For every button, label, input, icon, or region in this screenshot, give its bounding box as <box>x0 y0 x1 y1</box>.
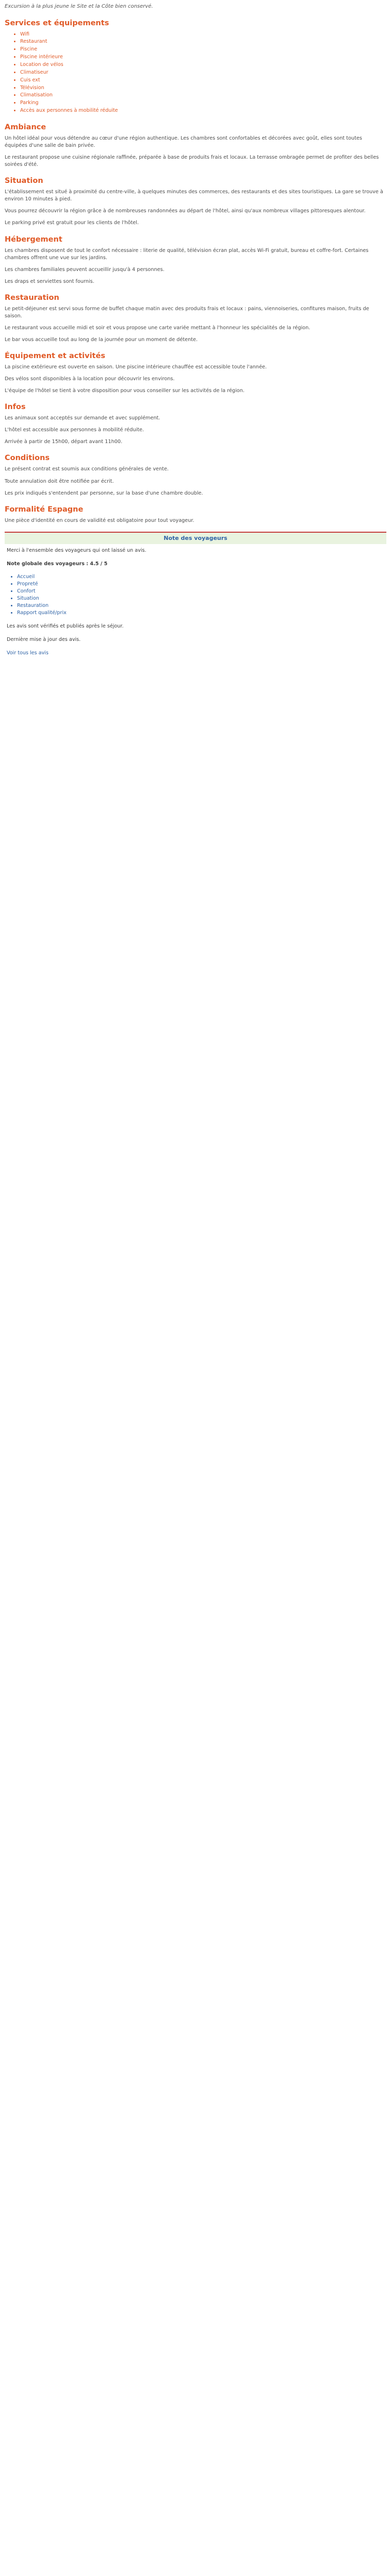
reviews-intro: Merci à l'ensemble des voyageurs qui ont laissé un avis. <box>7 547 146 553</box>
reviews-criteria-list <box>7 573 384 616</box>
reviews-note: Les avis sont vérifiés et publiés après le séjour. <box>7 623 124 629</box>
formalite-paragraph: Une pièce d'identité en cours de validité est obligatoire pour tout voyageur. <box>5 517 194 523</box>
restauration-paragraph: Le restaurant vous accueille midi et soir et vous propose une carte variée mettant à l'honneur les spécialités de la région. <box>5 325 311 331</box>
restauration-title: Restauration <box>5 293 59 302</box>
infos-title: Infos <box>5 403 26 412</box>
reviews-criterion: • Propreté <box>17 581 384 588</box>
restauration-paragraph: Le bar vous accueille tout au long de la journée pour un moment de détente. <box>5 336 198 343</box>
hebergement-title: Hébergement <box>5 235 62 244</box>
activites-paragraph: Des vélos sont disponibles à la location pour découvrir les environs. <box>5 376 175 382</box>
service-item: • Climatisation <box>20 92 386 99</box>
service-item: • Parking <box>20 99 386 107</box>
page <box>0 0 391 679</box>
service-item: • Restaurant <box>20 38 386 46</box>
reviews-criterion: • Situation <box>17 595 384 602</box>
ambiance-paragraph: Un hôtel idéal pour vous détendre au cœur d'une région authentique. Les chambres sont confortables et décorées avec goût, elles sont toutes équipées d'une salle de bain privée. <box>5 135 362 149</box>
reviews-update: Dernière mise à jour des avis. <box>7 636 81 642</box>
reviews-criterion: • Rapport qualité/prix <box>17 609 384 617</box>
service-item: • Wifi <box>20 31 386 39</box>
service-item: • Location de vélos <box>20 61 386 69</box>
service-item: • Piscine intérieure <box>20 54 386 61</box>
reviews-see-all-link[interactable]: Voir tous les avis <box>7 650 48 656</box>
activites-paragraph: La piscine extérieure est ouverte en saison. Une piscine intérieure chauffée est accessible toute l'année. <box>5 364 267 370</box>
ambiance-paragraph: Le restaurant propose une cuisine régionale raffinée, préparée à base de produits frais et locaux. La terrasse ombragée permet de profiter des belles soirées d'été. <box>5 155 379 168</box>
formalite-title: Formalité Espagne <box>5 505 84 514</box>
services-title: Services et équipements <box>5 19 109 27</box>
reviews-criterion: • Restauration <box>17 602 384 609</box>
service-item: • Accès aux personnes à mobilité réduite <box>20 107 386 115</box>
ambiance-title: Ambiance <box>5 123 46 131</box>
service-item: • Piscine <box>20 46 386 54</box>
service-item: • Télévision <box>20 84 386 92</box>
hebergement-paragraph: Les draps et serviettes sont fournis. <box>5 278 94 284</box>
infos-paragraph: Arrivée à partir de 15h00, départ avant 11h00. <box>5 439 123 445</box>
conditions-paragraph: Toute annulation doit être notifiée par écrit. <box>5 478 114 484</box>
conditions-paragraph: Les prix indiqués s'entendent par personne, sur la base d'une chambre double. <box>5 490 203 496</box>
reviews-criterion: • Confort <box>17 588 384 595</box>
situation-title: Situation <box>5 177 43 185</box>
restauration-paragraph: Le petit-déjeuner est servi sous forme de buffet chaque matin avec des produits frais et locaux : pains, viennoiseries, confitures maison, fruits de saison. <box>5 306 369 319</box>
infos-paragraph: Les animaux sont acceptés sur demande et avec supplément. <box>5 415 160 421</box>
reviews-box <box>5 532 386 657</box>
reviews-body <box>5 544 386 657</box>
intro-text: Excursion à la plus jeune le Site et la Côte bien conservé. <box>5 4 153 9</box>
activites-title: Équipement et activités <box>5 352 105 361</box>
situation-paragraph: Le parking privé est gratuit pour les clients de l'hôtel. <box>5 220 139 226</box>
infos-paragraph: L'hôtel est accessible aux personnes à mobilité réduite. <box>5 427 144 433</box>
services-list <box>5 31 386 115</box>
situation-paragraph: L'établissement est situé à proximité du centre-ville, à quelques minutes des commerces, des restaurants et des sites touristiques. La gare se trouve à environ 10 minutes à pied. <box>5 189 383 202</box>
conditions-title: Conditions <box>5 454 50 463</box>
service-item: • Climatiseur <box>20 69 386 77</box>
reviews-header: Note des voyageurs <box>5 533 386 544</box>
reviews-score: Note globale des voyageurs : 4.5 / 5 <box>7 561 108 567</box>
conditions-paragraph: Le présent contrat est soumis aux conditions générales de vente. <box>5 466 169 472</box>
service-item: • Cuis ext <box>20 77 386 84</box>
activites-paragraph: L'équipe de l'hôtel se tient à votre disposition pour vous conseiller sur les activités de la région. <box>5 388 245 394</box>
hebergement-paragraph: Les chambres disposent de tout le confort nécessaire : literie de qualité, télévision écran plat, accès Wi-Fi gratuit, bureau et coffre-fort. Certaines chambres offrent une vue sur les jardins. <box>5 247 369 261</box>
hebergement-paragraph: Les chambres familiales peuvent accueillir jusqu'à 4 personnes. <box>5 266 165 273</box>
situation-paragraph: Vous pourrez découvrir la région grâce à de nombreuses randonnées au départ de l'hôtel, ainsi qu'aux nombreux villages pittoresques alentour. <box>5 208 366 214</box>
reviews-criterion: • Accueil <box>17 573 384 581</box>
